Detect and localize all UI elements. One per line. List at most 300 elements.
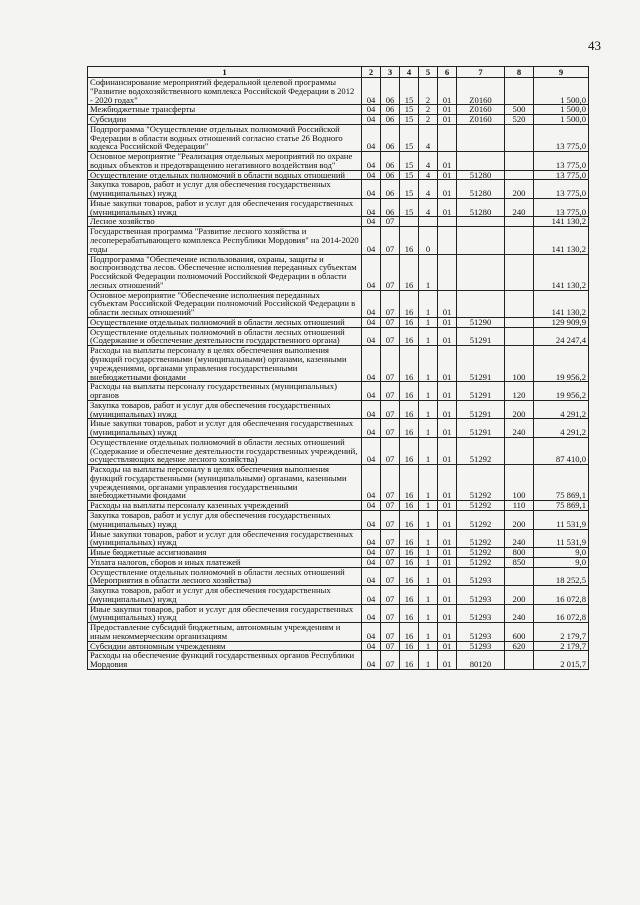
code-cell: 200 — [505, 180, 534, 199]
code-cell: 1 — [419, 586, 438, 605]
table-row — [88, 567, 589, 586]
code-cell: 04 — [362, 170, 381, 180]
code-cell: 07 — [381, 400, 400, 419]
code-cell: 16 — [400, 651, 419, 670]
amount-cell: 141 130,2 — [534, 290, 589, 317]
table-row — [88, 124, 589, 151]
row-name-cell: Закупка товаров, работ и услуг для обеспечения государственных (муниципальных) нужд — [88, 400, 362, 419]
code-cell: 16 — [400, 227, 419, 254]
row-name-cell: Расходы на выплаты персоналу государственных (муниципальных) органов — [88, 382, 362, 401]
code-cell: 01 — [438, 557, 457, 567]
code-cell: 16 — [400, 510, 419, 529]
code-cell: 01 — [438, 501, 457, 511]
column-header: 9 — [534, 67, 589, 78]
code-cell — [438, 254, 457, 290]
code-cell: 06 — [381, 115, 400, 125]
amount-cell: 141 130,2 — [534, 254, 589, 290]
row-name-cell: Закупка товаров, работ и услуг для обеспечения государственных (муниципальных) нужд — [88, 586, 362, 605]
code-cell: 07 — [381, 604, 400, 623]
amount-cell: 75 869,1 — [534, 465, 589, 501]
code-cell: 51280 — [457, 170, 505, 180]
amount-cell: 9,0 — [534, 557, 589, 567]
code-cell: 620 — [505, 641, 534, 651]
code-cell: 04 — [362, 529, 381, 548]
code-cell: 07 — [381, 327, 400, 346]
amount-cell: 13 775,0 — [534, 198, 589, 217]
table-row — [88, 254, 589, 290]
row-name-cell: Иные закупки товаров, работ и услуг для обеспечения государственных (муниципальных) нужд — [88, 604, 362, 623]
code-cell: 04 — [362, 557, 381, 567]
row-name-cell: Осуществление отдельных полномочий в области лесных отношений (Содержание и обеспечение деятельности государственного органа) — [88, 327, 362, 346]
amount-cell: 141 130,2 — [534, 217, 589, 227]
column-header: 1 — [88, 67, 362, 78]
code-cell — [419, 217, 438, 227]
code-cell: 04 — [362, 346, 381, 382]
table-row — [88, 317, 589, 327]
row-name-cell: Иные закупки товаров, работ и услуг для обеспечения государственных (муниципальных) нужд — [88, 529, 362, 548]
code-cell: 51292 — [457, 557, 505, 567]
code-cell: 01 — [438, 529, 457, 548]
code-cell — [438, 124, 457, 151]
code-cell: 07 — [381, 317, 400, 327]
table-row — [88, 346, 589, 382]
code-cell: 04 — [362, 254, 381, 290]
amount-cell: 4 291,2 — [534, 400, 589, 419]
code-cell: 07 — [381, 382, 400, 401]
code-cell: 06 — [381, 180, 400, 199]
code-cell: 16 — [400, 567, 419, 586]
table-row — [88, 586, 589, 605]
budget-table — [87, 66, 589, 670]
row-name-cell: Уплата налогов, сборов и иных платежей — [88, 557, 362, 567]
code-cell: 01 — [438, 198, 457, 217]
code-cell: 16 — [400, 346, 419, 382]
code-cell: 07 — [381, 651, 400, 670]
code-cell: 1 — [419, 290, 438, 317]
code-cell: 06 — [381, 152, 400, 171]
code-cell: 51291 — [457, 346, 505, 382]
code-cell: 16 — [400, 400, 419, 419]
code-cell: 1 — [419, 437, 438, 464]
table-row — [88, 290, 589, 317]
code-cell: 2 — [419, 105, 438, 115]
code-cell: 16 — [400, 419, 419, 438]
code-cell — [505, 651, 534, 670]
amount-cell: 19 956,2 — [534, 382, 589, 401]
code-cell: 16 — [400, 465, 419, 501]
table-row — [88, 327, 589, 346]
code-cell — [438, 217, 457, 227]
code-cell — [505, 217, 534, 227]
row-name-cell: Закупка товаров, работ и услуг для обеспечения государственных (муниципальных) нужд — [88, 510, 362, 529]
amount-cell: 87 410,0 — [534, 437, 589, 464]
code-cell: 16 — [400, 548, 419, 558]
code-cell: 1 — [419, 641, 438, 651]
code-cell: 04 — [362, 105, 381, 115]
code-cell: 01 — [438, 105, 457, 115]
row-name-cell: Осуществление отдельных полномочий в области лесных отношений (Содержание и обеспечение деятельности государственных учреждений, осуществляющих ведение лесного хозяйства) — [88, 437, 362, 464]
code-cell: 4 — [419, 170, 438, 180]
code-cell: Z0160 — [457, 105, 505, 115]
code-cell: 07 — [381, 227, 400, 254]
code-cell: 07 — [381, 465, 400, 501]
code-cell: 04 — [362, 567, 381, 586]
code-cell: 51292 — [457, 510, 505, 529]
code-cell: 07 — [381, 510, 400, 529]
table-row — [88, 115, 589, 125]
code-cell: 16 — [400, 641, 419, 651]
code-cell: 51291 — [457, 419, 505, 438]
amount-cell: 13 775,0 — [534, 152, 589, 171]
amount-cell: 11 531,9 — [534, 529, 589, 548]
code-cell: 1 — [419, 510, 438, 529]
code-cell: 51291 — [457, 382, 505, 401]
code-cell: 15 — [400, 105, 419, 115]
amount-cell: 141 130,2 — [534, 227, 589, 254]
code-cell: 04 — [362, 437, 381, 464]
code-cell: 04 — [362, 78, 381, 105]
table-row — [88, 419, 589, 438]
table-row — [88, 651, 589, 670]
code-cell: 1 — [419, 465, 438, 501]
code-cell: 1 — [419, 529, 438, 548]
code-cell: 01 — [438, 651, 457, 670]
code-cell: 51291 — [457, 327, 505, 346]
table-row — [88, 623, 589, 642]
code-cell: 04 — [362, 317, 381, 327]
code-cell: 07 — [381, 217, 400, 227]
code-cell: 16 — [400, 327, 419, 346]
table-row — [88, 510, 589, 529]
code-cell: 51293 — [457, 623, 505, 642]
row-name-cell: Подпрограмма "Осуществление отдельных полномочий Российской Федерации в области водных отношений согласно статье 26 Водного кодекса Российской Федерации" — [88, 124, 362, 151]
code-cell — [457, 124, 505, 151]
code-cell: 16 — [400, 290, 419, 317]
amount-cell: 18 252,5 — [534, 567, 589, 586]
code-cell — [505, 124, 534, 151]
code-cell: 04 — [362, 400, 381, 419]
code-cell: 07 — [381, 437, 400, 464]
code-cell: 04 — [362, 198, 381, 217]
row-name-cell: Иные закупки товаров, работ и услуг для обеспечения государственных (муниципальных) нужд — [88, 419, 362, 438]
code-cell: 240 — [505, 604, 534, 623]
code-cell: 01 — [438, 586, 457, 605]
row-name-cell: Основное мероприятие "Реализация отдельных мероприятий по охране водных объектов и предотвращению негативного воздействия вод" — [88, 152, 362, 171]
table-row — [88, 180, 589, 199]
code-cell: 01 — [438, 641, 457, 651]
code-cell: 51280 — [457, 180, 505, 199]
code-cell: 01 — [438, 115, 457, 125]
code-cell: 4 — [419, 124, 438, 151]
row-name-cell: Предоставление субсидий бюджетным, автономным учреждениям и иным некоммерческим организациям — [88, 623, 362, 642]
code-cell — [400, 217, 419, 227]
code-cell: 16 — [400, 501, 419, 511]
code-cell: 01 — [438, 548, 457, 558]
table-row — [88, 152, 589, 171]
amount-cell: 16 072,8 — [534, 586, 589, 605]
code-cell: 1 — [419, 346, 438, 382]
code-cell: 04 — [362, 227, 381, 254]
code-cell: 240 — [505, 529, 534, 548]
amount-cell: 1 500,0 — [534, 115, 589, 125]
row-name-cell: Субсидии автономным учреждениям — [88, 641, 362, 651]
row-name-cell: Осуществление отдельных полномочий в области лесных отношений (Мероприятия в области лесного хозяйства) — [88, 567, 362, 586]
amount-cell: 75 869,1 — [534, 501, 589, 511]
code-cell — [457, 254, 505, 290]
code-cell: 240 — [505, 419, 534, 438]
code-cell: 01 — [438, 567, 457, 586]
code-cell: 2 — [419, 78, 438, 105]
code-cell: 51291 — [457, 400, 505, 419]
column-header: 7 — [457, 67, 505, 78]
code-cell: 04 — [362, 124, 381, 151]
code-cell: 01 — [438, 346, 457, 382]
code-cell: 1 — [419, 567, 438, 586]
row-name-cell: Лесное хозяйство — [88, 217, 362, 227]
amount-cell: 11 531,9 — [534, 510, 589, 529]
code-cell: 04 — [362, 586, 381, 605]
code-cell: 1 — [419, 604, 438, 623]
code-cell: 16 — [400, 254, 419, 290]
amount-cell: 2 179,7 — [534, 623, 589, 642]
code-cell: 01 — [438, 510, 457, 529]
code-cell: 520 — [505, 115, 534, 125]
code-cell: 51292 — [457, 465, 505, 501]
code-cell: 07 — [381, 529, 400, 548]
code-cell: 800 — [505, 548, 534, 558]
code-cell: 51293 — [457, 586, 505, 605]
code-cell: 01 — [438, 604, 457, 623]
code-cell: 51292 — [457, 529, 505, 548]
row-name-cell: Основное мероприятие "Обеспечение исполнения переданных субъектам Российской Федерации полномочий Российской Федерации в области лесных отношений" — [88, 290, 362, 317]
code-cell: 04 — [362, 604, 381, 623]
amount-cell: 16 072,8 — [534, 604, 589, 623]
row-name-cell: Расходы на выплаты персоналу в целях обеспечения выполнения функций государственными (муниципальными) органами, казенными учреждениями, органами управления государственными внебюджетными фондами — [88, 346, 362, 382]
code-cell: 04 — [362, 152, 381, 171]
code-cell: 16 — [400, 557, 419, 567]
code-cell: 01 — [438, 180, 457, 199]
code-cell: 07 — [381, 419, 400, 438]
code-cell: 1 — [419, 327, 438, 346]
code-cell: 100 — [505, 346, 534, 382]
table-header-row — [88, 67, 589, 78]
row-name-cell: Осуществление отдельных полномочий в области водных отношений — [88, 170, 362, 180]
code-cell: 07 — [381, 557, 400, 567]
code-cell: 51280 — [457, 198, 505, 217]
code-cell: 110 — [505, 501, 534, 511]
amount-cell: 129 909,9 — [534, 317, 589, 327]
code-cell: Z0160 — [457, 115, 505, 125]
row-name-cell: Осуществление отдельных полномочий в области лесных отношений — [88, 317, 362, 327]
page-number: 43 — [588, 38, 601, 53]
table-row — [88, 557, 589, 567]
table-row — [88, 227, 589, 254]
row-name-cell: Межбюджетные трансферты — [88, 105, 362, 115]
code-cell: 04 — [362, 290, 381, 317]
code-cell: 04 — [362, 623, 381, 642]
table-row — [88, 198, 589, 217]
code-cell: 51292 — [457, 501, 505, 511]
code-cell — [457, 217, 505, 227]
code-cell: 120 — [505, 382, 534, 401]
code-cell: 07 — [381, 346, 400, 382]
code-cell: 51293 — [457, 567, 505, 586]
amount-cell: 24 247,4 — [534, 327, 589, 346]
code-cell: 15 — [400, 78, 419, 105]
row-name-cell: Расходы на выплаты персоналу казенных учреждений — [88, 501, 362, 511]
code-cell: 1 — [419, 557, 438, 567]
code-cell: 1 — [419, 382, 438, 401]
code-cell: 04 — [362, 641, 381, 651]
code-cell — [505, 567, 534, 586]
code-cell: 04 — [362, 465, 381, 501]
column-header: 8 — [505, 67, 534, 78]
row-name-cell: Расходы на обеспечение функций государственных органов Республики Мордовия — [88, 651, 362, 670]
code-cell: 01 — [438, 400, 457, 419]
code-cell: 04 — [362, 419, 381, 438]
code-cell: 16 — [400, 529, 419, 548]
amount-cell: 2 179,7 — [534, 641, 589, 651]
code-cell: 2 — [419, 115, 438, 125]
code-cell: 01 — [438, 623, 457, 642]
code-cell: 01 — [438, 382, 457, 401]
code-cell: 1 — [419, 419, 438, 438]
code-cell: 51290 — [457, 317, 505, 327]
amount-cell: 13 775,0 — [534, 180, 589, 199]
code-cell: 01 — [438, 170, 457, 180]
code-cell: 51293 — [457, 641, 505, 651]
code-cell — [457, 227, 505, 254]
code-cell: 15 — [400, 124, 419, 151]
code-cell — [505, 78, 534, 105]
code-cell: 07 — [381, 586, 400, 605]
table-row — [88, 382, 589, 401]
table-row — [88, 465, 589, 501]
row-name-cell: Расходы на выплаты персоналу в целях обеспечения выполнения функций государственными (муниципальными) органами, казенными учреждениями, органами управления государственными внебюджетными фондами — [88, 465, 362, 501]
code-cell: 16 — [400, 586, 419, 605]
code-cell: 4 — [419, 180, 438, 199]
code-cell: 04 — [362, 501, 381, 511]
code-cell: 07 — [381, 501, 400, 511]
table-row — [88, 604, 589, 623]
table-row — [88, 78, 589, 105]
row-name-cell: Иные закупки товаров, работ и услуг для обеспечения государственных (муниципальных) нужд — [88, 198, 362, 217]
row-name-cell: Закупка товаров, работ и услуг для обеспечения государственных (муниципальных) нужд — [88, 180, 362, 199]
code-cell: 1 — [419, 651, 438, 670]
code-cell: 07 — [381, 548, 400, 558]
code-cell: 15 — [400, 180, 419, 199]
table-row — [88, 548, 589, 558]
code-cell: 07 — [381, 623, 400, 642]
code-cell: 15 — [400, 198, 419, 217]
table-row — [88, 529, 589, 548]
code-cell: 1 — [419, 623, 438, 642]
amount-cell: 1 500,0 — [534, 78, 589, 105]
table-body — [88, 78, 589, 670]
column-header: 2 — [362, 67, 381, 78]
code-cell — [438, 227, 457, 254]
code-cell: 200 — [505, 510, 534, 529]
row-name-cell: Государственная программа "Развитие лесного хозяйства и лесоперерабатывающего комплекса Республики Мордовия" на 2014-2020 годы — [88, 227, 362, 254]
code-cell: 06 — [381, 198, 400, 217]
code-cell: 07 — [381, 567, 400, 586]
row-name-cell: Софинансирование мероприятий федеральной целевой программы "Развитие водохозяйственного комплекса Российской Федерации в 2012 - 2020 годах" — [88, 78, 362, 105]
code-cell: 51292 — [457, 437, 505, 464]
row-name-cell: Подпрограмма "Обеспечение использования, охраны, защиты и воспроизводства лесов. Обеспечение исполнения переданных субъектам Российской Федерации полномочий Российской Федерации в области лесных отношений" — [88, 254, 362, 290]
code-cell: 600 — [505, 623, 534, 642]
code-cell: 15 — [400, 152, 419, 171]
code-cell — [505, 317, 534, 327]
code-cell: 04 — [362, 217, 381, 227]
amount-cell: 19 956,2 — [534, 346, 589, 382]
code-cell: 06 — [381, 105, 400, 115]
code-cell: 16 — [400, 437, 419, 464]
code-cell: 4 — [419, 152, 438, 171]
code-cell: 15 — [400, 115, 419, 125]
amount-cell: 4 291,2 — [534, 419, 589, 438]
code-cell — [505, 290, 534, 317]
amount-cell: 13 775,0 — [534, 170, 589, 180]
code-cell: 04 — [362, 180, 381, 199]
code-cell: 07 — [381, 641, 400, 651]
code-cell: 01 — [438, 465, 457, 501]
code-cell — [505, 227, 534, 254]
code-cell: 51292 — [457, 548, 505, 558]
column-header: 5 — [419, 67, 438, 78]
code-cell: 07 — [381, 290, 400, 317]
code-cell: 04 — [362, 510, 381, 529]
code-cell: 4 — [419, 198, 438, 217]
code-cell: 240 — [505, 198, 534, 217]
code-cell — [457, 152, 505, 171]
code-cell: 15 — [400, 170, 419, 180]
code-cell: 01 — [438, 419, 457, 438]
code-cell: 500 — [505, 105, 534, 115]
code-cell — [457, 290, 505, 317]
code-cell: 04 — [362, 548, 381, 558]
column-header: 6 — [438, 67, 457, 78]
code-cell: 850 — [505, 557, 534, 567]
code-cell: Z0160 — [457, 78, 505, 105]
code-cell — [505, 254, 534, 290]
code-cell — [505, 437, 534, 464]
code-cell: 01 — [438, 78, 457, 105]
table-row — [88, 437, 589, 464]
code-cell: 04 — [362, 651, 381, 670]
code-cell: 06 — [381, 78, 400, 105]
code-cell: 01 — [438, 152, 457, 171]
code-cell: 100 — [505, 465, 534, 501]
code-cell: 01 — [438, 290, 457, 317]
code-cell: 04 — [362, 382, 381, 401]
code-cell — [505, 170, 534, 180]
code-cell: 16 — [400, 382, 419, 401]
code-cell: 1 — [419, 501, 438, 511]
column-header: 4 — [400, 67, 419, 78]
code-cell: 1 — [419, 254, 438, 290]
code-cell: 1 — [419, 548, 438, 558]
code-cell: 51293 — [457, 604, 505, 623]
code-cell — [505, 327, 534, 346]
code-cell — [505, 152, 534, 171]
code-cell: 01 — [438, 437, 457, 464]
code-cell: 1 — [419, 400, 438, 419]
code-cell: 04 — [362, 115, 381, 125]
row-name-cell: Иные бюджетные ассигнования — [88, 548, 362, 558]
code-cell: 1 — [419, 317, 438, 327]
amount-cell: 2 015,7 — [534, 651, 589, 670]
amount-cell: 9,0 — [534, 548, 589, 558]
